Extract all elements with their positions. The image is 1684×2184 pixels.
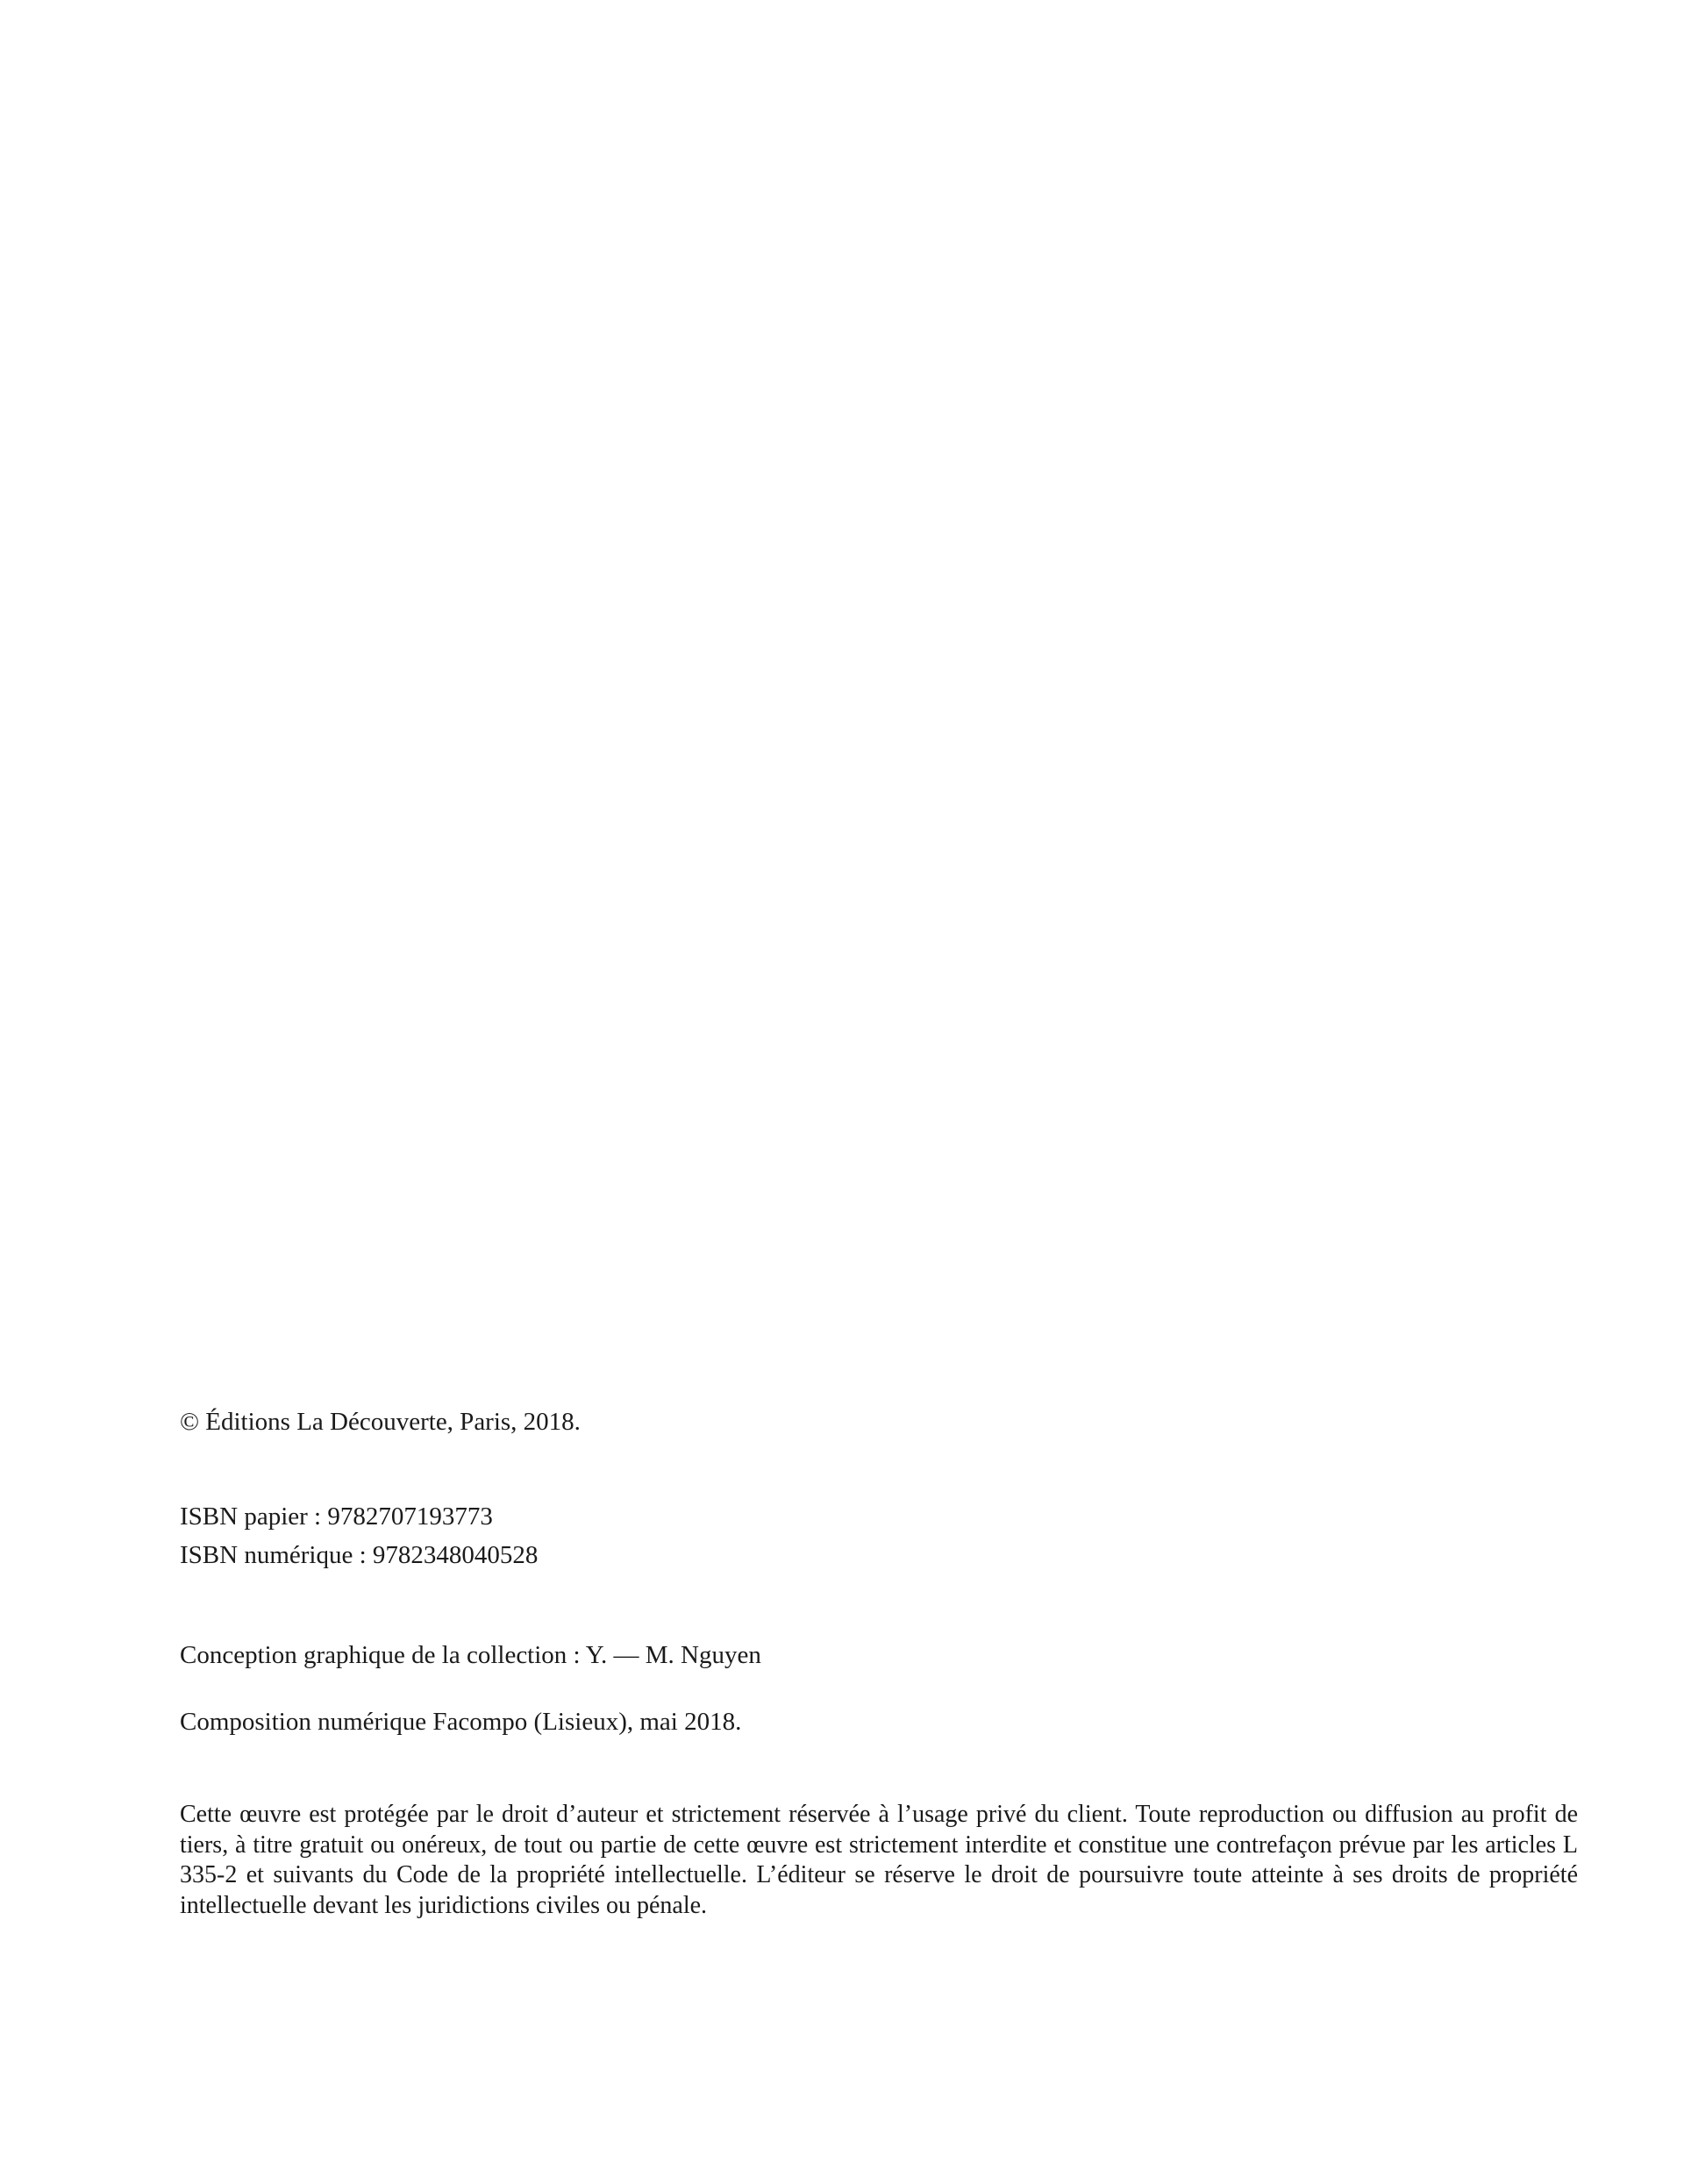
composition-credit: Composition numérique Facompo (Lisieux), mai 2018. — [180, 1708, 742, 1736]
legal-notice: Cette œuvre est protégée par le droit d’auteur et strictement réservée à l’usage privé du client. Toute reproduction ou diffusion au profit de tiers, à titre gratuit ou onéreux, de tout ou partie de cette œuvre est strictement interdite et constitue une contrefaçon prévue par les articles L 335-2 et suivants du Code de la propriété intellectuelle. L’éditeur se réserve le droit de poursuivre toute atteinte à ses droits de propriété intellectuelle devant les juridictions civiles ou pénale. — [180, 1801, 1578, 1919]
design-credit: Conception graphique de la collection : Y. — M. Nguyen — [180, 1641, 761, 1669]
isbn-paper: ISBN papier : 9782707193773 — [180, 1502, 493, 1531]
isbn-digital: ISBN numérique : 9782348040528 — [180, 1541, 539, 1569]
copyright-line: © Éditions La Découverte, Paris, 2018. — [180, 1408, 581, 1436]
